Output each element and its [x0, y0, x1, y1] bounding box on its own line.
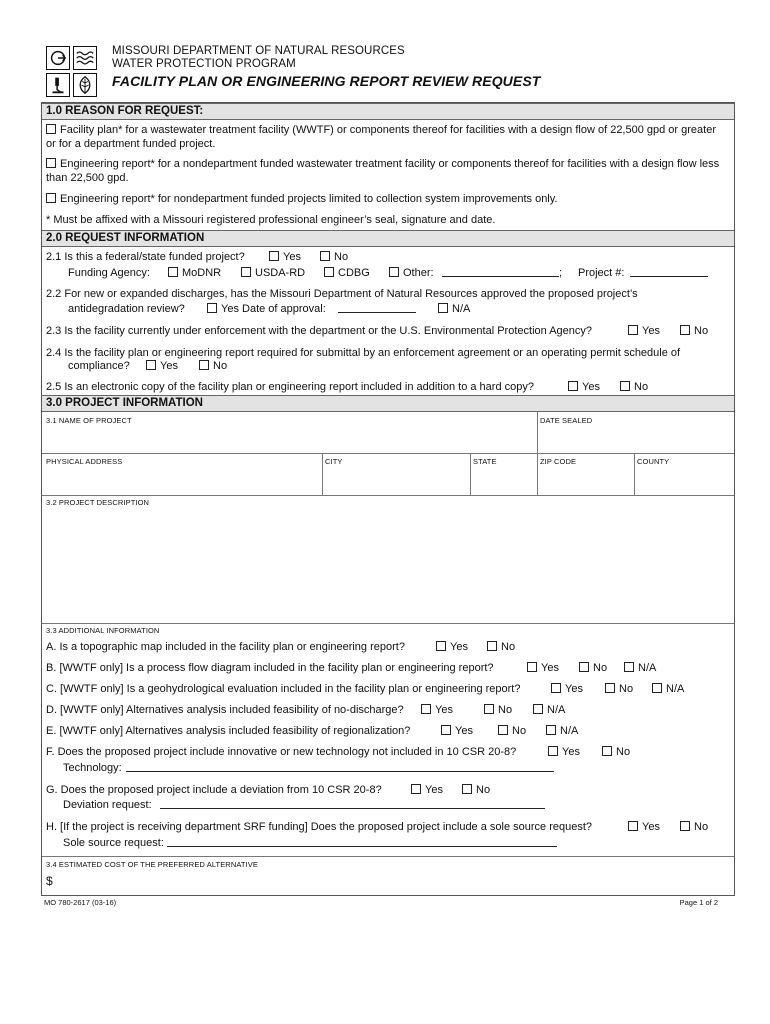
page-title: FACILITY PLAN OR ENGINEERING REPORT REVIEW REQUEST	[112, 73, 541, 89]
divider	[42, 623, 734, 624]
qc-na-checkbox[interactable]	[652, 683, 662, 693]
estimated-cost-label: 3.4 ESTIMATED COST OF THE PREFERRED ALTERNATIVE	[46, 860, 258, 869]
reason-facility-plan-checkbox[interactable]	[46, 124, 56, 134]
q22-yes	[207, 302, 326, 316]
q21-no-checkbox[interactable]	[320, 251, 330, 261]
qg-yes-checkbox[interactable]	[411, 784, 421, 794]
form-number: MO 780-2617 (03-16)	[44, 898, 117, 907]
qe-no	[498, 724, 526, 738]
sole-source-label: Sole source request:	[63, 837, 164, 849]
qe-no-label: No	[512, 725, 527, 737]
funding-modnr-checkbox[interactable]	[168, 267, 178, 277]
agency-line-2: WATER PROTECTION PROGRAM	[112, 58, 296, 70]
q22-yes-checkbox[interactable]	[207, 303, 217, 313]
qb-yes	[527, 661, 559, 675]
qc-yes-label: Yes	[565, 683, 583, 695]
form-header	[44, 44, 734, 100]
date-sealed-label: DATE SEALED	[540, 416, 593, 425]
divider	[537, 453, 538, 495]
qe-yes	[441, 724, 473, 738]
project-name-input[interactable]	[46, 428, 534, 450]
funding-cdbg-checkbox[interactable]	[324, 267, 334, 277]
divider	[42, 453, 734, 454]
q22-na-checkbox[interactable]	[438, 303, 448, 313]
qd-na-checkbox[interactable]	[533, 704, 543, 714]
qa-no-label: No	[501, 641, 516, 653]
qb-na-checkbox[interactable]	[624, 662, 634, 672]
q22-na-label: N/A	[452, 303, 471, 315]
reason-engineering-report-collection	[46, 192, 558, 206]
q25-yes	[568, 380, 600, 394]
q23-yes	[628, 324, 660, 338]
qb-no-checkbox[interactable]	[579, 662, 589, 672]
additional-info-label: 3.3 ADDITIONAL INFORMATION	[46, 626, 160, 635]
qd-no-label: No	[498, 704, 513, 716]
funding-agency-label: Funding Agency:	[68, 267, 150, 279]
divider	[537, 412, 538, 453]
q25-no	[620, 380, 648, 394]
q24-no-checkbox[interactable]	[199, 360, 209, 370]
qh-yes-label: Yes	[642, 821, 660, 833]
qb-no	[579, 661, 607, 675]
qb-question: B. [WWTF only] Is a process flow diagram included in the facility plan or engineering report?	[46, 662, 494, 674]
qe-question: E. [WWTF only] Alternatives analysis included feasibility of regionalization?	[46, 725, 411, 737]
globe-arrow-icon	[46, 46, 70, 70]
qc-question: C. [WWTF only] Is a geohydrological evaluation included in the facility plan or engineering report?	[46, 683, 521, 695]
agency-name	[112, 45, 405, 71]
q21-question: 2.1 Is this a federal/state funded project?	[46, 251, 245, 263]
qh-no-checkbox[interactable]	[680, 821, 690, 831]
project-name-label: 3.1 NAME OF PROJECT	[46, 416, 132, 425]
qe-na-checkbox[interactable]	[546, 725, 556, 735]
section-3-heading: 3.0 PROJECT INFORMATION	[42, 395, 734, 412]
qd-yes	[421, 703, 453, 717]
qc-no	[605, 682, 633, 696]
qg-no-checkbox[interactable]	[462, 784, 472, 794]
q23-yes-checkbox[interactable]	[628, 325, 638, 335]
reason-engineering-report-wwtf	[46, 157, 726, 185]
q25-no-checkbox[interactable]	[620, 381, 630, 391]
qe-yes-checkbox[interactable]	[441, 725, 451, 735]
q21-no-label: No	[334, 251, 349, 263]
qa-no-checkbox[interactable]	[487, 641, 497, 651]
reason-engineering-report-collection-checkbox[interactable]	[46, 193, 56, 203]
physical-address-label: PHYSICAL ADDRESS	[46, 457, 123, 466]
qb-yes-checkbox[interactable]	[527, 662, 537, 672]
divider	[322, 453, 323, 495]
qd-question: D. [WWTF only] Alternatives analysis included feasibility of no-discharge?	[46, 704, 404, 716]
qa-yes-label: Yes	[450, 641, 468, 653]
qh-question: H. [If the project is receiving department SRF funding] Does the proposed project include a sole source request?	[46, 821, 593, 833]
city-label: CITY	[325, 457, 343, 466]
qd-na-label: N/A	[547, 704, 566, 716]
water-waves-icon	[73, 46, 97, 70]
sole-source-input[interactable]	[167, 836, 557, 847]
q21-yes	[269, 250, 301, 264]
qh-no-label: No	[694, 821, 709, 833]
divider	[42, 856, 734, 857]
section-1-heading: 1.0 REASON FOR REQUEST:	[42, 103, 734, 120]
technology-label: Technology:	[63, 762, 122, 774]
funding-other	[389, 266, 434, 280]
section-2-heading: 2.0 REQUEST INFORMATION	[42, 230, 734, 247]
qf-question: F. Does the proposed project include innovative or new technology not included in 10 CSR 20-8?	[46, 746, 517, 758]
q23-no	[680, 324, 708, 338]
q21-yes-label: Yes	[283, 251, 301, 263]
qc-no-checkbox[interactable]	[605, 683, 615, 693]
funding-usda-checkbox[interactable]	[241, 267, 251, 277]
qe-no-checkbox[interactable]	[498, 725, 508, 735]
qb-yes-label: Yes	[541, 662, 559, 674]
q25-no-label: No	[634, 381, 649, 393]
approval-date-input[interactable]	[338, 302, 416, 313]
qg-no-label: No	[476, 784, 491, 796]
q25-question: 2.5 Is an electronic copy of the facility plan or engineering report included in addition to a hard copy?	[46, 381, 534, 393]
q24-yes	[146, 359, 178, 373]
q22-question-cont: antidegradation review?	[68, 303, 185, 315]
qe-na-label: N/A	[560, 725, 579, 737]
agency-line-1: MISSOURI DEPARTMENT OF NATURAL RESOURCES	[112, 45, 405, 57]
q22-na	[438, 302, 470, 316]
qa-yes	[436, 640, 468, 654]
qa-no	[487, 640, 515, 654]
divider	[42, 495, 734, 496]
q23-yes-label: Yes	[642, 325, 660, 337]
qd-na	[533, 703, 565, 717]
q22-date-label: Yes Date of approval:	[221, 303, 326, 315]
funding-modnr	[168, 266, 221, 280]
q25-yes-checkbox[interactable]	[568, 381, 578, 391]
leaf-icon	[73, 73, 97, 97]
qd-yes-label: Yes	[435, 704, 453, 716]
qa-question: A. Is a topographic map included in the facility plan or engineering report?	[46, 641, 405, 653]
q21-no	[320, 250, 348, 264]
dollar-sign: $	[46, 874, 53, 888]
funding-other-label: Other:	[403, 267, 434, 279]
qh-yes-checkbox[interactable]	[628, 821, 638, 831]
deviation-label: Deviation request:	[63, 799, 152, 811]
divider	[634, 453, 635, 495]
qb-na-label: N/A	[638, 662, 657, 674]
q24-yes-label: Yes	[160, 360, 178, 372]
state-label: STATE	[473, 457, 497, 466]
q24-no	[199, 359, 227, 373]
qb-no-label: No	[593, 662, 608, 674]
qg-question: G. Does the proposed project include a deviation from 10 CSR 20-8?	[46, 784, 382, 796]
zip-code-label: ZIP CODE	[540, 457, 577, 466]
department-logo	[46, 46, 100, 98]
reason-engineering-report-wwtf-label: Engineering report* for a nondepartment funded wastewater treatment facility or components thereof for facilities with a design flow less than 22,500 gpd.	[46, 158, 720, 184]
qc-na-label: N/A	[666, 683, 685, 695]
q24-question-cont: compliance?	[68, 360, 130, 372]
funding-modnr-label: MoDNR	[182, 267, 222, 279]
microscope-icon	[46, 73, 70, 97]
qg-yes	[411, 783, 443, 797]
form-body	[41, 102, 735, 896]
seal-note: * Must be affixed with a Missouri registered professional engineer’s seal, signature and date.	[46, 214, 496, 226]
q25-yes-label: Yes	[582, 381, 600, 393]
technology-input[interactable]	[126, 761, 554, 772]
qc-no-label: No	[619, 683, 634, 695]
qf-no-label: No	[616, 746, 631, 758]
qf-yes-label: Yes	[562, 746, 580, 758]
qe-na	[546, 724, 578, 738]
funding-other-input[interactable]	[442, 266, 559, 277]
qd-no-checkbox[interactable]	[484, 704, 494, 714]
funding-cdbg-label: CDBG	[338, 267, 370, 279]
q21-yes-checkbox[interactable]	[269, 251, 279, 261]
qa-yes-checkbox[interactable]	[436, 641, 446, 651]
divider	[470, 453, 471, 495]
reason-engineering-report-collection-label: Engineering report* for nondepartment funded projects limited to collection system improvements only.	[60, 193, 558, 205]
date-sealed-input[interactable]	[540, 428, 730, 450]
qd-no	[484, 703, 512, 717]
qh-no	[680, 820, 708, 834]
qc-na	[652, 682, 684, 696]
reason-facility-plan	[46, 123, 726, 151]
county-label: COUNTY	[637, 457, 670, 466]
q24-question: 2.4 Is the facility plan or engineering report required for submittal by an enforcement agreement or an operating permit schedule of	[46, 347, 681, 359]
funding-cdbg	[324, 266, 370, 280]
qb-na	[624, 661, 656, 675]
project-description-input[interactable]	[46, 509, 730, 621]
q24-yes-checkbox[interactable]	[146, 360, 156, 370]
semicolon: ;	[559, 267, 563, 279]
qe-yes-label: Yes	[455, 725, 473, 737]
q23-no-checkbox[interactable]	[680, 325, 690, 335]
qd-yes-checkbox[interactable]	[421, 704, 431, 714]
q22-question: 2.2 For new or expanded discharges, has the Missouri Department of Natural Resources approved the proposed project’s	[46, 288, 638, 300]
funding-usda-label: USDA-RD	[255, 267, 306, 279]
reason-facility-plan-label: Facility plan* for a wastewater treatment facility (WWTF) or components thereof for facilities with a design flow of 22,500 gpd or greater or for a department funded project.	[46, 124, 716, 150]
project-description-label: 3.2 PROJECT DESCRIPTION	[46, 498, 150, 507]
qc-yes	[551, 682, 583, 696]
qf-no-checkbox[interactable]	[602, 746, 612, 756]
qc-yes-checkbox[interactable]	[551, 683, 561, 693]
page-number: Page 1 of 2	[679, 898, 718, 907]
qg-yes-label: Yes	[425, 784, 443, 796]
project-number-label: Project #:	[578, 267, 625, 279]
reason-engineering-report-wwtf-checkbox[interactable]	[46, 158, 56, 168]
qh-yes	[628, 820, 660, 834]
q23-no-label: No	[694, 325, 709, 337]
deviation-input[interactable]	[160, 798, 545, 809]
q24-no-label: No	[213, 360, 228, 372]
funding-usda	[241, 266, 305, 280]
project-number-input[interactable]	[630, 266, 708, 277]
funding-other-checkbox[interactable]	[389, 267, 399, 277]
qg-no	[462, 783, 490, 797]
qf-yes	[548, 745, 580, 759]
qf-yes-checkbox[interactable]	[548, 746, 558, 756]
q23-question: 2.3 Is the facility currently under enforcement with the department or the U.S. Environmental Protection Agency?	[46, 325, 593, 337]
qf-no	[602, 745, 630, 759]
estimated-cost-input[interactable]	[58, 871, 730, 891]
